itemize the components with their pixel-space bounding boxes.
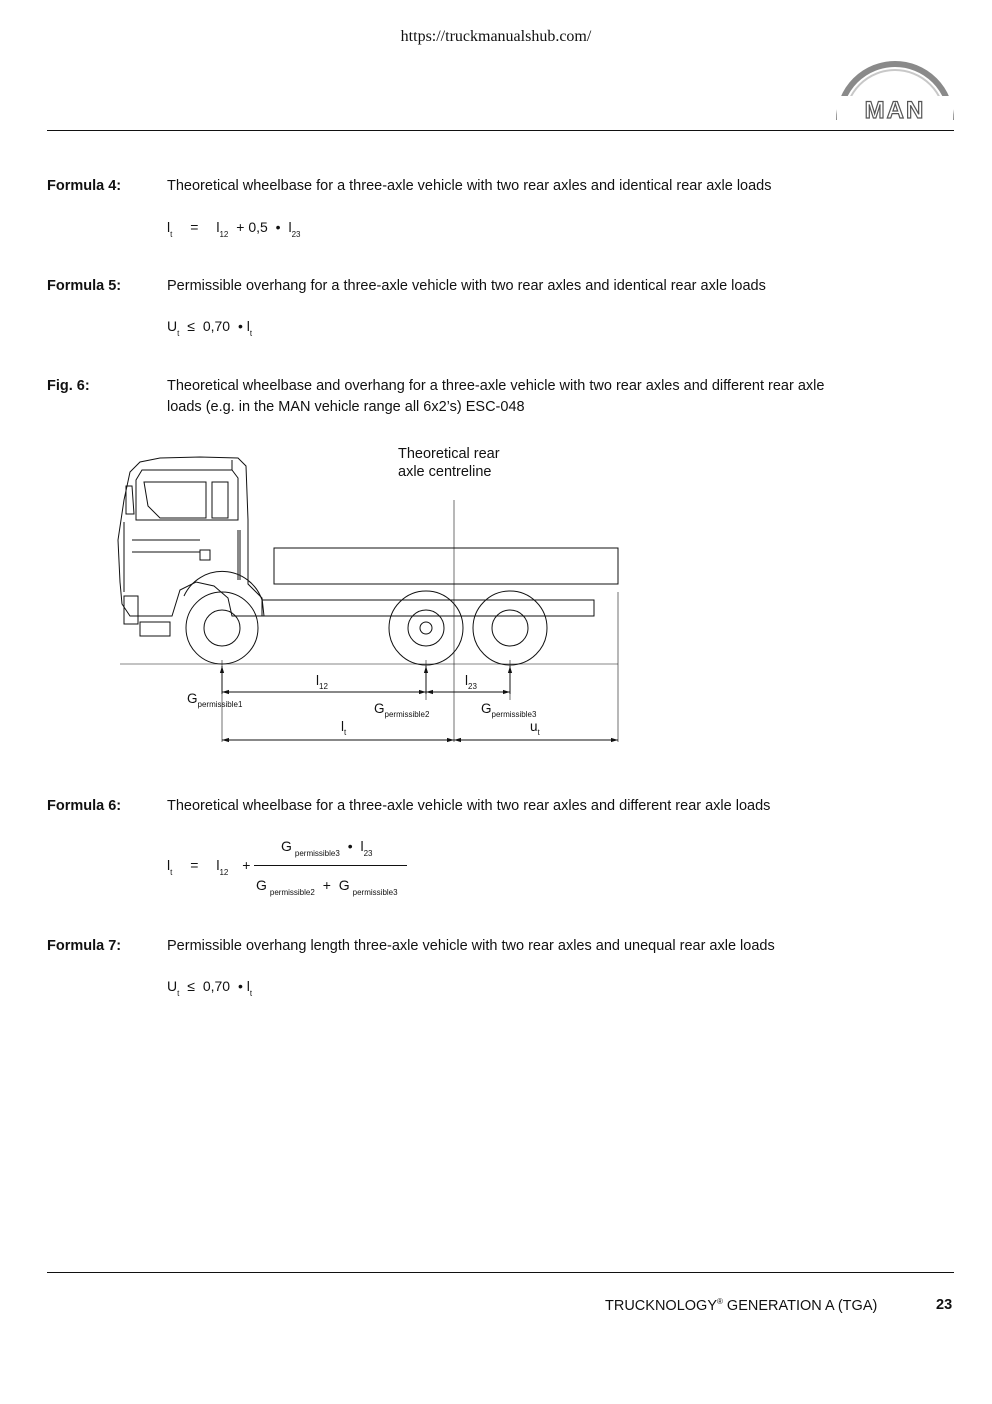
formula5-text: Permissible overhang for a three-axle vehicle with two rear axles and identical rear axle loads [167, 278, 766, 294]
dim-ut: $u_t$ [530, 719, 540, 737]
formula6-label: Formula 6: [47, 798, 122, 814]
front-wheel [186, 592, 258, 664]
dim-l12: $l_{12}$ [316, 673, 328, 691]
formula6-fraction-bar [254, 865, 407, 866]
footer-title: TRUCKNOLOGY® GENERATION A (TGA) [605, 1297, 878, 1314]
man-logo [833, 52, 957, 124]
dim-l23: $l_{23}$ [465, 673, 477, 691]
callout-line2: axle centreline [398, 464, 492, 480]
formula7-text: Permissible overhang length three-axle vehicle with two rear axles and unequal rear axle loads [167, 938, 775, 954]
load-g2: $G_{permissible2}$ [374, 701, 430, 719]
platform-body [274, 548, 618, 584]
formula7-expression: $U_t \le 0,70$ • $l_t$ [167, 978, 253, 998]
callout-line1: Theoretical rear [398, 446, 500, 462]
formula4-text: Theoretical wheelbase for a three-axle vehicle with two rear axles and identical rear axle loads [167, 178, 772, 194]
formula6-denominator: G $_{permissible2}$ + G $_{permissible3}$ [256, 877, 398, 897]
header-rule [47, 130, 954, 131]
page-number: 23 [936, 1297, 953, 1313]
fig6-label: Fig. 6: [47, 378, 90, 394]
source-url[interactable]: https://truckmanualshub.com/ [400, 28, 592, 45]
dim-lt: $l_t$ [341, 719, 347, 737]
footer-rule [47, 1272, 954, 1273]
cab-outline [118, 457, 264, 616]
load-g1: $G_{permissible1}$ [187, 691, 243, 709]
formula4-label: Formula 4: [47, 178, 122, 194]
fig6-caption-line1: Theoretical wheelbase and overhang for a three-axle vehicle with two rear axles and different rear axle [167, 378, 825, 394]
formula7-label: Formula 7: [47, 938, 122, 954]
formula6-text: Theoretical wheelbase for a three-axle vehicle with two rear axles and different rear axle loads [167, 798, 771, 814]
formula5-expression: $U_t \le 0,70$ • $l_t$ [167, 318, 253, 338]
formula6-lhs: $l_t = l_{12}$ + [167, 857, 251, 877]
formula4-expression: $l_t = l_{12} + 0,5$ • $l_{23}$ [167, 219, 301, 239]
formula5-label: Formula 5: [47, 278, 122, 294]
fig6-caption-line2: loads (e.g. in the MAN vehicle range all 6x2’s) ESC-048 [167, 399, 525, 415]
load-g3: $G_{permissible3}$ [481, 701, 537, 719]
rear-wheel-2 [473, 591, 547, 665]
formula6-numerator: G $_{permissible3}$ • $l_{23}$ [281, 838, 373, 858]
rear-wheel-1 [389, 591, 463, 665]
svg-text:MAN: MAN [864, 97, 926, 124]
